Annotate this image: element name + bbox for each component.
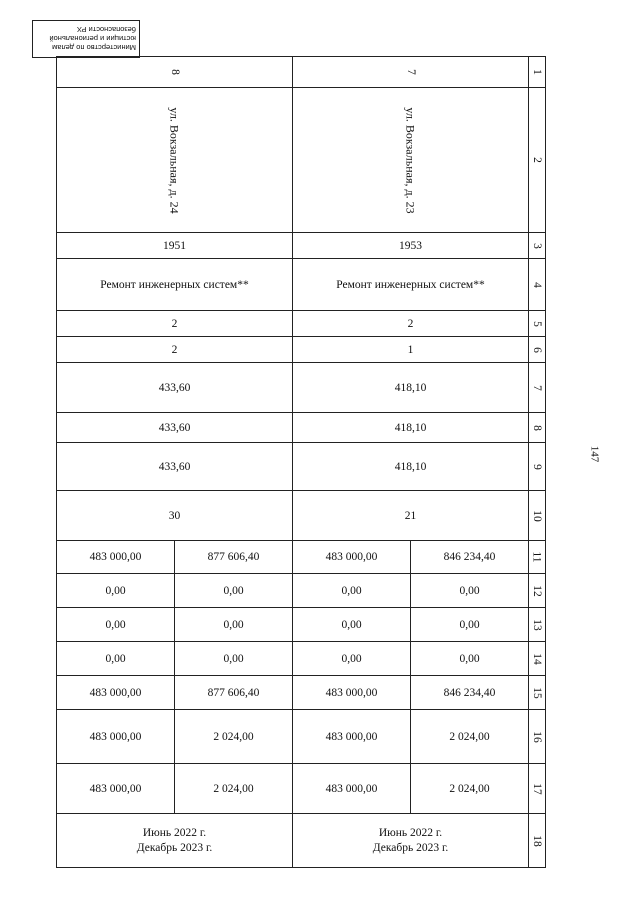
table-row <box>57 88 546 233</box>
left-value: 433,60 <box>57 413 293 443</box>
row-number: 3 <box>529 233 546 259</box>
right-amount-b: 0,00 <box>411 642 529 676</box>
row-number: 8 <box>529 413 546 443</box>
left-amount-a: 483 000,00 <box>57 710 175 764</box>
row-number: 1 <box>529 57 546 88</box>
right-amount-b: 846 234,40 <box>411 541 529 574</box>
row-number: 12 <box>529 574 546 608</box>
row-number: 9 <box>529 443 546 491</box>
right-amount-a: 483 000,00 <box>293 676 411 710</box>
left-repair-type: Ремонт инженерных систем** <box>57 259 293 311</box>
left-year: 1951 <box>57 233 293 259</box>
row-number: 14 <box>529 642 546 676</box>
right-amount-a: 0,00 <box>293 574 411 608</box>
table-row <box>57 814 546 868</box>
row-number: 16 <box>529 710 546 764</box>
left-amount-a: 483 000,00 <box>57 764 175 814</box>
stamp-line-2: юстиции и региональной <box>49 34 136 44</box>
right-amount-a: 0,00 <box>293 608 411 642</box>
left-value: 2 <box>57 311 293 337</box>
stamp-line-3: безопасности РХ <box>76 25 136 35</box>
left-value: 433,60 <box>57 443 293 491</box>
right-value: 2 <box>293 311 529 337</box>
table-row <box>57 443 546 491</box>
table-row <box>57 233 546 259</box>
left-period <box>57 814 293 868</box>
left-object-number: 8 <box>57 57 293 88</box>
row-number: 18 <box>529 814 546 868</box>
table-row <box>57 413 546 443</box>
table-row <box>57 642 546 676</box>
row-number: 10 <box>529 491 546 541</box>
right-value: 418,10 <box>293 363 529 413</box>
left-amount-b: 877 606,40 <box>175 676 293 710</box>
left-amount-a: 483 000,00 <box>57 541 175 574</box>
right-amount-b: 0,00 <box>411 608 529 642</box>
right-year: 1953 <box>293 233 529 259</box>
table-row <box>57 363 546 413</box>
left-value: 2 <box>57 337 293 363</box>
row-number: 6 <box>529 337 546 363</box>
left-amount-a: 0,00 <box>57 574 175 608</box>
left-address: ул. Вокзальная, д. 24 <box>57 88 293 233</box>
row-number: 7 <box>529 363 546 413</box>
left-amount-b: 0,00 <box>175 642 293 676</box>
table-row <box>57 710 546 764</box>
registration-stamp <box>32 20 140 58</box>
right-value: 418,10 <box>293 413 529 443</box>
left-amount-a: 0,00 <box>57 608 175 642</box>
left-amount-b: 0,00 <box>175 574 293 608</box>
left-period-end: Декабрь 2023 г. <box>136 841 213 854</box>
row-number: 17 <box>529 764 546 814</box>
table-row <box>57 676 546 710</box>
table-row <box>57 259 546 311</box>
right-amount-b: 0,00 <box>411 574 529 608</box>
right-amount-a: 483 000,00 <box>293 541 411 574</box>
stamp-line-1: Министерство по делам <box>52 43 136 53</box>
row-number: 2 <box>529 88 546 233</box>
table-row <box>57 57 546 88</box>
right-value: 1 <box>293 337 529 363</box>
right-amount-a: 483 000,00 <box>293 710 411 764</box>
table-row <box>57 541 546 574</box>
left-amount-b: 877 606,40 <box>175 541 293 574</box>
page-number: 147 <box>588 445 601 463</box>
left-value: 433,60 <box>57 363 293 413</box>
table-row <box>57 608 546 642</box>
row-number: 15 <box>529 676 546 710</box>
repair-table <box>56 56 546 868</box>
table-row <box>57 337 546 363</box>
right-object-number: 7 <box>293 57 529 88</box>
table-row <box>57 764 546 814</box>
right-amount-a: 483 000,00 <box>293 764 411 814</box>
table-row <box>57 491 546 541</box>
row-number: 11 <box>529 541 546 574</box>
left-amount-a: 483 000,00 <box>57 676 175 710</box>
row-number: 13 <box>529 608 546 642</box>
right-address: ул. Вокзальная, д. 23 <box>293 88 529 233</box>
right-period-start: Июнь 2022 г. <box>378 826 443 839</box>
left-amount-a: 0,00 <box>57 642 175 676</box>
right-repair-type: Ремонт инженерных систем** <box>293 259 529 311</box>
left-period-start: Июнь 2022 г. <box>142 826 207 839</box>
right-value: 21 <box>293 491 529 541</box>
left-amount-b: 0,00 <box>175 608 293 642</box>
right-amount-b: 2 024,00 <box>411 764 529 814</box>
right-amount-a: 0,00 <box>293 642 411 676</box>
left-amount-b: 2 024,00 <box>175 710 293 764</box>
row-number: 4 <box>529 259 546 311</box>
left-amount-b: 2 024,00 <box>175 764 293 814</box>
right-value: 418,10 <box>293 443 529 491</box>
left-value: 30 <box>57 491 293 541</box>
right-amount-b: 2 024,00 <box>411 710 529 764</box>
row-number: 5 <box>529 311 546 337</box>
table-row <box>57 311 546 337</box>
right-amount-b: 846 234,40 <box>411 676 529 710</box>
table-row <box>57 574 546 608</box>
right-period-end: Декабрь 2023 г. <box>372 841 449 854</box>
right-period <box>293 814 529 868</box>
